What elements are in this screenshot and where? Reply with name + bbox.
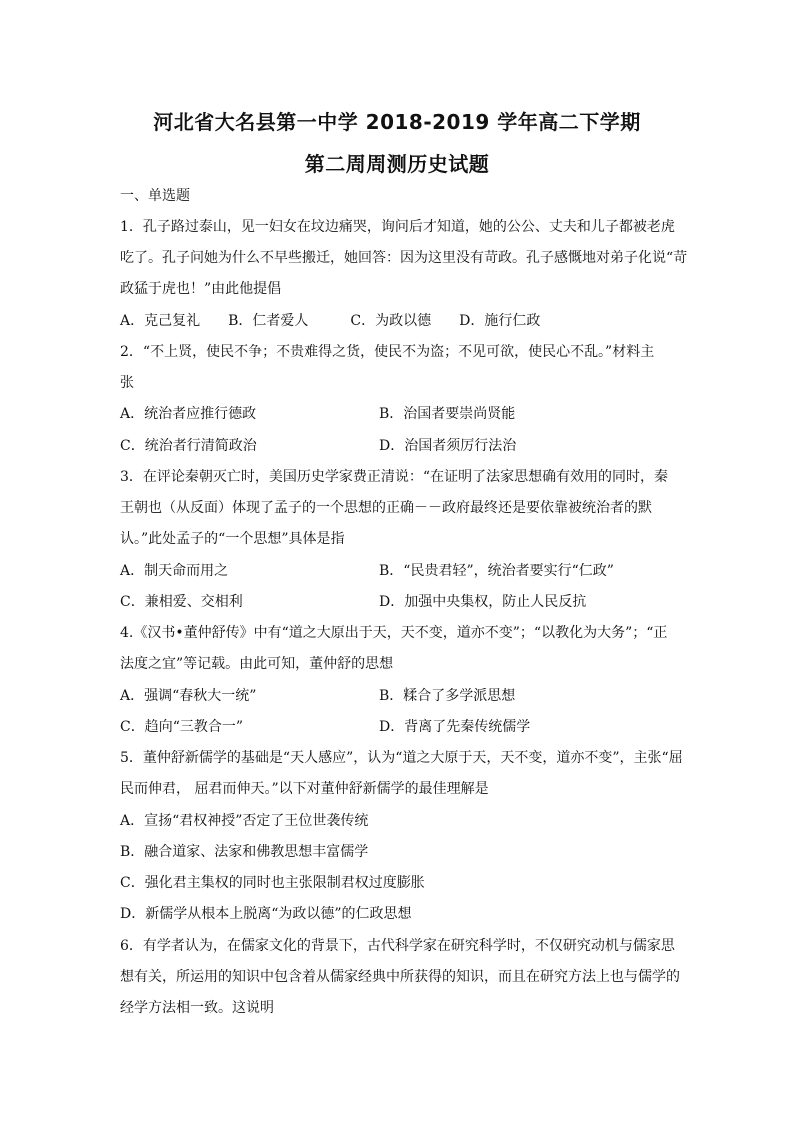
option-c: C．强化君主集权的同时也主张限制君权过度膨胀 [120, 875, 425, 891]
question-text-line: 张 [120, 375, 134, 391]
option-c: C．统治者行清简政治 [120, 438, 257, 454]
option-a: A．宣扬“君权神授”否定了王位世袭传统 [120, 813, 369, 829]
option-c: C．兼相爱、交相利 [120, 594, 243, 610]
question-text-line: 1．孔子路过泰山，见一妇女在坟边痛哭，询问后才知道，她的公公、丈夫和儿子都被老虎 [120, 219, 675, 235]
question-options: A．克己复礼 B．仁者爱人 C．为政以德 D．施行仁政 [120, 313, 541, 329]
option-b: B．融合道家、法家和佛教思想丰富儒学 [120, 844, 369, 860]
option-d: D．新儒学从根本上脱离“为政以德”的仁政思想 [120, 906, 412, 922]
question-text-line: 4.《汉书•董仲舒传》中有“道之大原出于天，天不变，道亦不变”；“以教化为大务”；“正 [120, 625, 668, 641]
question-text-line: 法度之宜”等记载。由此可知，董仲舒的思想 [120, 656, 394, 672]
option-b: B．“民贵君轻”，统治者要实行“仁政” [379, 563, 614, 579]
option-c: C．趋向“三教合一” [120, 719, 244, 735]
option-b: B．治国者要崇尚贤能 [379, 406, 516, 422]
option-d: D．加强中央集权，防止人民反抗 [379, 594, 587, 610]
option-b: B．糅合了多学派思想 [379, 688, 516, 704]
option-a: A．统治者应推行德政 [120, 406, 257, 422]
question-text-line: 经学方法相一致。这说明 [120, 1000, 274, 1016]
question-text-line: 6．有学者认为，在儒家文化的背景下，古代科学家在研究科学时，不仅研究动机与儒家思 [120, 938, 675, 954]
question-text-line: 2．“不上贤，使民不争；不贵难得之货，使民不为盗；不见可欲，使民心不乱。”材料主 [120, 344, 655, 360]
question-text-line: 吃了。孔子问她为什么不早些搬迁，她回答：因为这里没有苛政。孔子感慨地对弟子化说“苛 [120, 250, 688, 266]
section-heading: 一、单选题 [120, 188, 190, 204]
option-a: A．制天命而用之 [120, 563, 229, 579]
option-a: A．强调“春秋大一统” [120, 688, 257, 704]
question-text-line: 5．董仲舒新儒学的基础是“天人感应”，认为“道之大原于天，天不变，道亦不变”，主张“屈 [120, 750, 683, 766]
question-text-line: 认。”此处孟子的“一个思想”具体是指 [120, 531, 345, 547]
question-text-line: 民而伸君， 屈君而伸天。”以下对董仲舒新儒学的最佳理解是 [120, 781, 489, 797]
exam-subtitle: 第二周周测历史试题 [304, 152, 490, 176]
question-text-line: 想有关，所运用的知识中包含着从儒家经典中所获得的知识，而且在研究方法上也与儒学的 [120, 969, 680, 985]
question-text-line: 政猛于虎也！”由此他提倡 [120, 281, 282, 297]
exam-title: 河北省大名县第一中学 2018-2019 学年高二下学期 [153, 110, 641, 134]
option-d: D．治国者须厉行法治 [379, 438, 517, 454]
option-d: D．背离了先秦传统儒学 [379, 719, 531, 735]
question-text-line: 3．在评论秦朝灭亡时，美国历史学家费正清说：“在证明了法家思想确有效用的同时，秦 [120, 469, 669, 485]
question-text-line: 王朝也（从反面）体现了孟子的一个思想的正确－－政府最终还是要依靠被统治者的默 [120, 500, 652, 516]
